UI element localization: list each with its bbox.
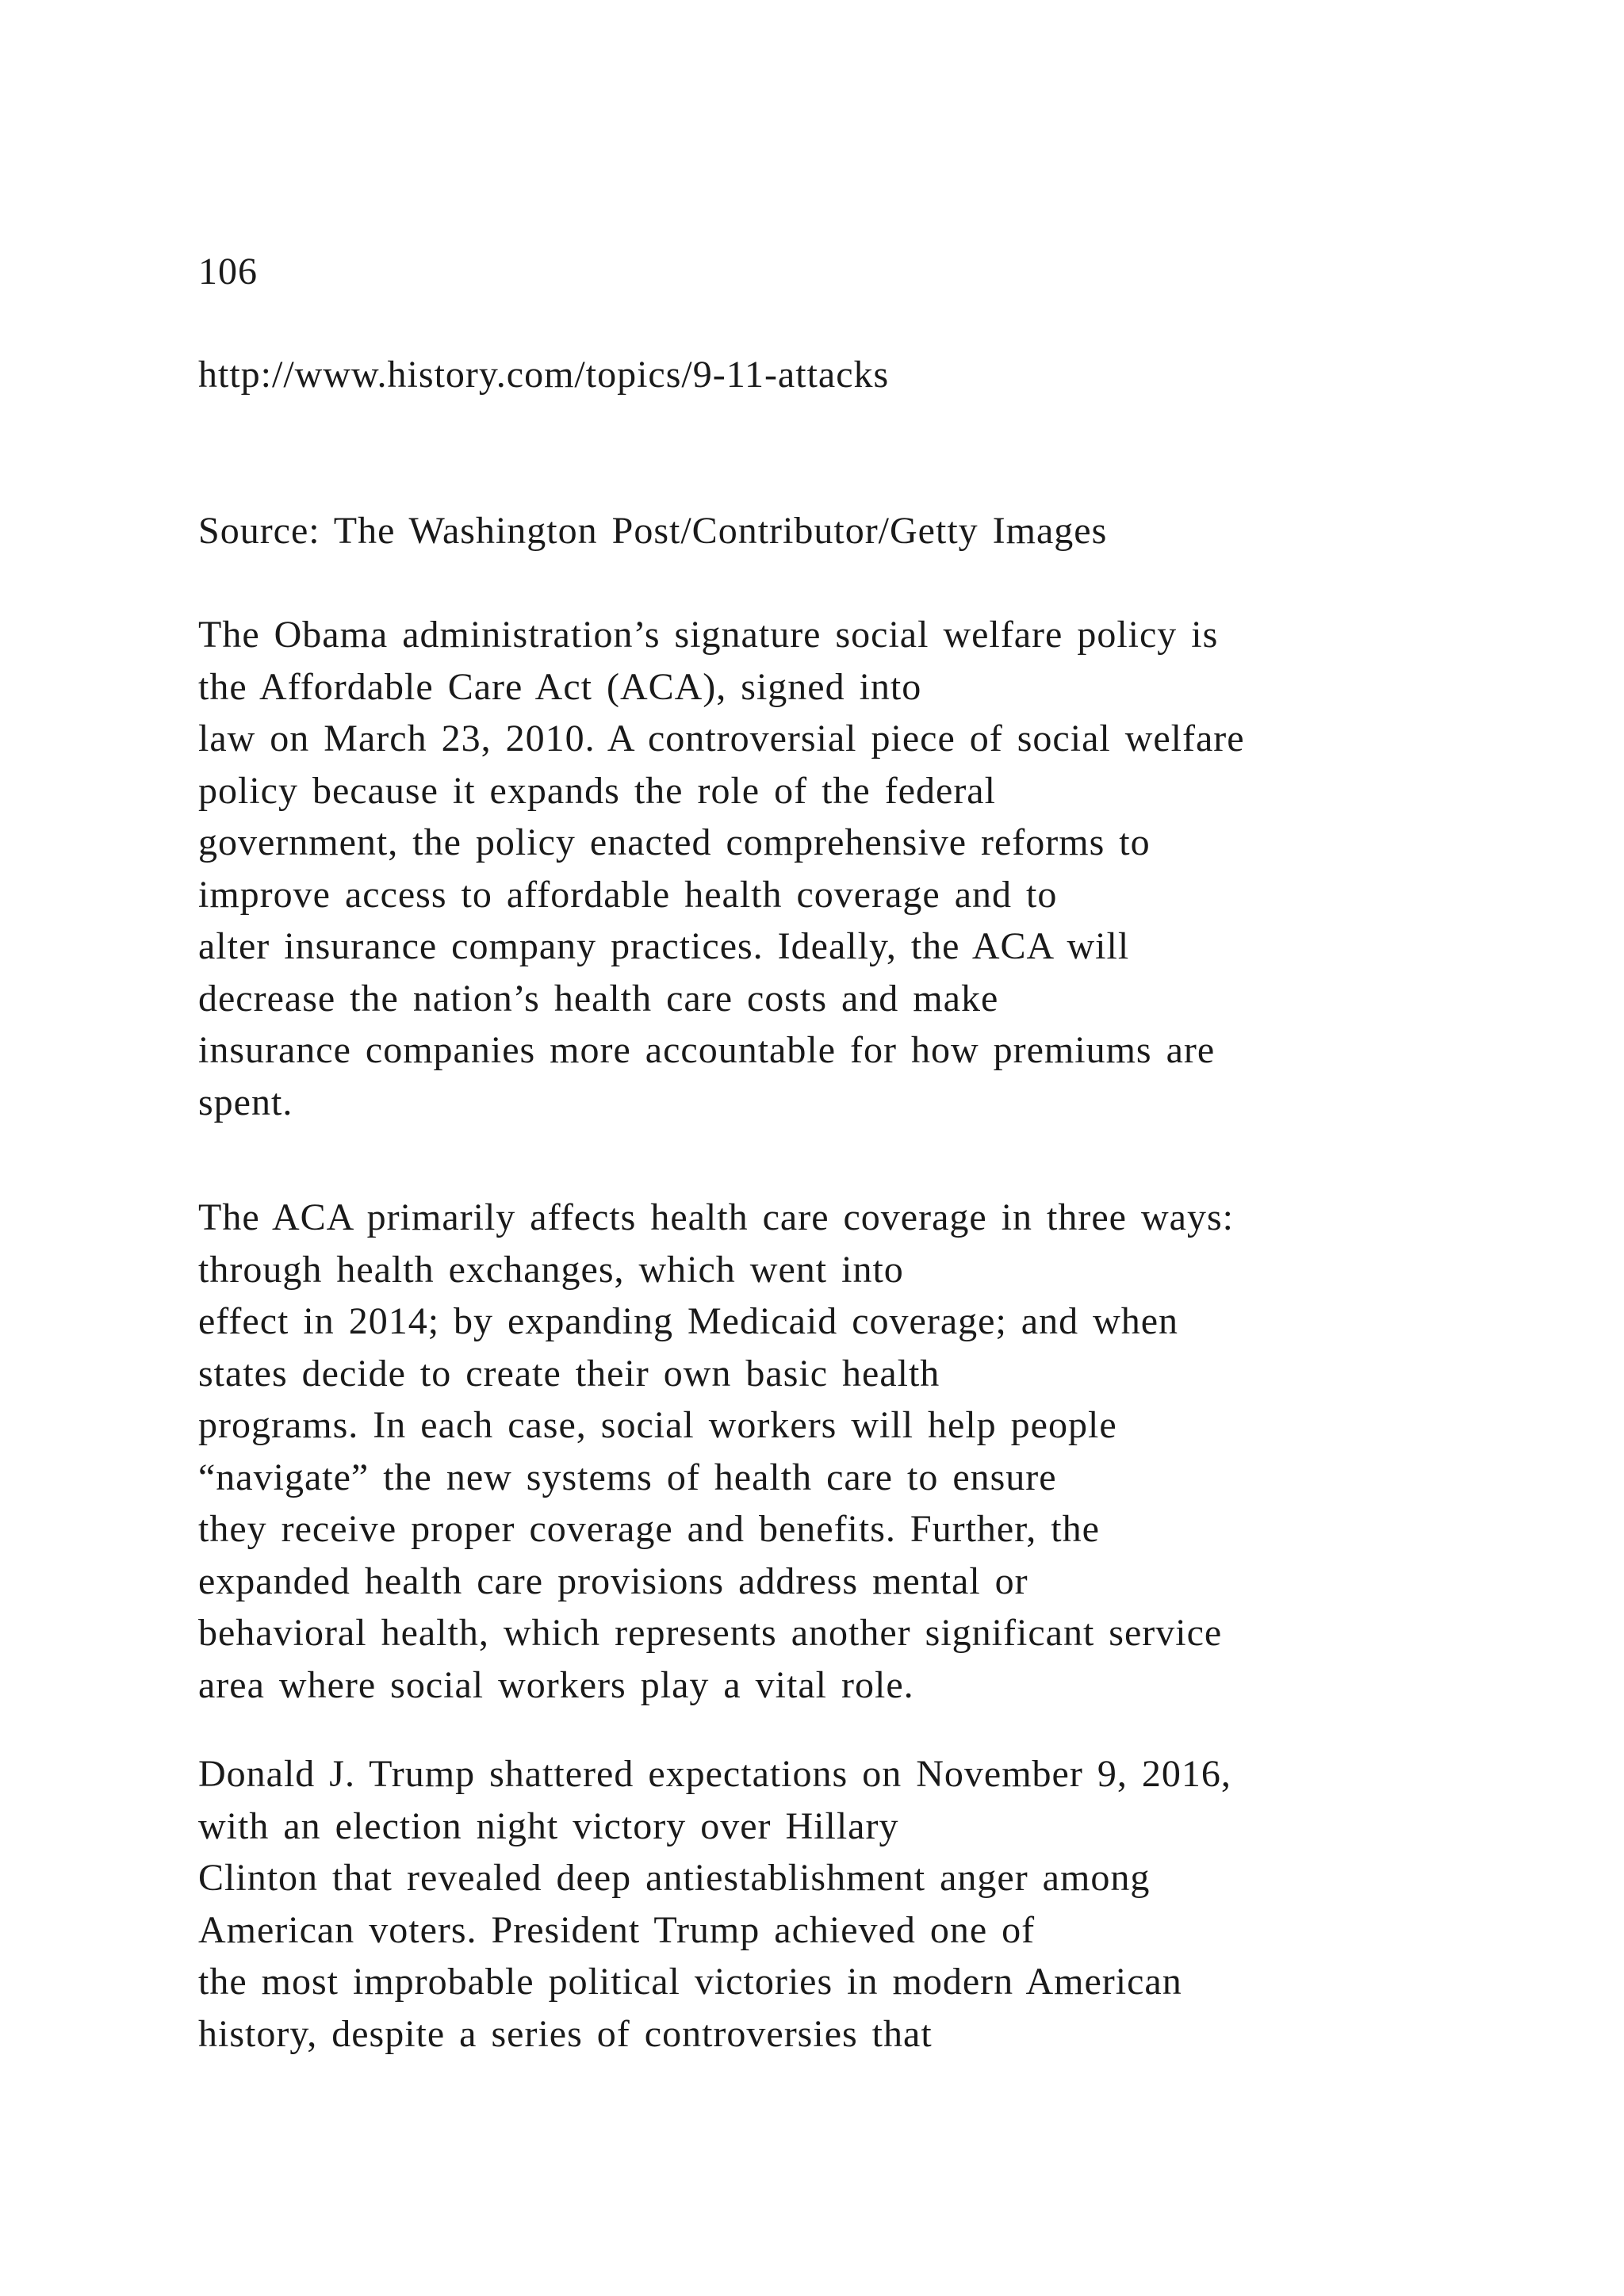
- paragraph-line: through health exchanges, which went into: [198, 1248, 904, 1291]
- paragraph-line: The ACA primarily affects health care coverage in three ways:: [198, 1196, 1234, 1238]
- paragraph-line: alter insurance company practices. Ideally, the ACA will: [198, 925, 1130, 967]
- source-url: http://www.history.com/topics/9-11-attacks: [198, 354, 890, 396]
- paragraph-line: law on March 23, 2010. A controversial piece of social welfare: [198, 718, 1245, 760]
- paragraph-line: the most improbable political victories in modern American: [198, 1961, 1182, 2003]
- photo-source-credit: Source: The Washington Post/Contributor/Getty Images: [198, 510, 1108, 552]
- paragraph-line: with an election night victory over Hillary: [198, 1804, 899, 1847]
- paragraph-line: effect in 2014; by expanding Medicaid coverage; and when: [198, 1300, 1179, 1342]
- paragraph-line: programs. In each case, social workers will help people: [198, 1404, 1117, 1446]
- paragraph-line: the Affordable Care Act (ACA), signed into: [198, 665, 922, 708]
- paragraph-line: insurance companies more accountable for how premiums are: [198, 1029, 1216, 1071]
- paragraph-line: government, the policy enacted comprehensive reforms to: [198, 821, 1151, 863]
- paragraph-aca-coverage: [198, 1192, 1467, 1711]
- paragraph-line: area where social workers play a vital role.: [198, 1663, 914, 1706]
- paragraph-line: spent.: [198, 1081, 293, 1123]
- paragraph-line: they receive proper coverage and benefits. Further, the: [198, 1508, 1100, 1550]
- paragraph-line: policy because it expands the role of the federal: [198, 769, 996, 812]
- paragraph-line: Clinton that revealed deep antiestablishment anger among: [198, 1857, 1151, 1899]
- paragraph-line: expanded health care provisions address mental or: [198, 1559, 1028, 1602]
- paragraph-line: decrease the nation’s health care costs and make: [198, 977, 999, 1020]
- paragraph-line: Donald J. Trump shattered expectations on November 9, 2016,: [198, 1753, 1231, 1795]
- paragraph-aca-policy: [198, 609, 1467, 1128]
- paragraph-line: American voters. President Trump achieved one of: [198, 1908, 1036, 1951]
- paragraph-line: “navigate” the new systems of health care to ensure: [198, 1456, 1057, 1498]
- page-number: 106: [198, 251, 258, 293]
- paragraph-line: states decide to create their own basic health: [198, 1352, 940, 1395]
- paragraph-line: behavioral health, which represents another significant service: [198, 1612, 1223, 1654]
- paragraph-line: history, despite a series of controversies that: [198, 2012, 933, 2055]
- paragraph-trump-election: [198, 1748, 1467, 2060]
- paragraph-line: The Obama administration’s signature social welfare policy is: [198, 614, 1219, 656]
- paragraph-line: improve access to affordable health coverage and to: [198, 873, 1058, 916]
